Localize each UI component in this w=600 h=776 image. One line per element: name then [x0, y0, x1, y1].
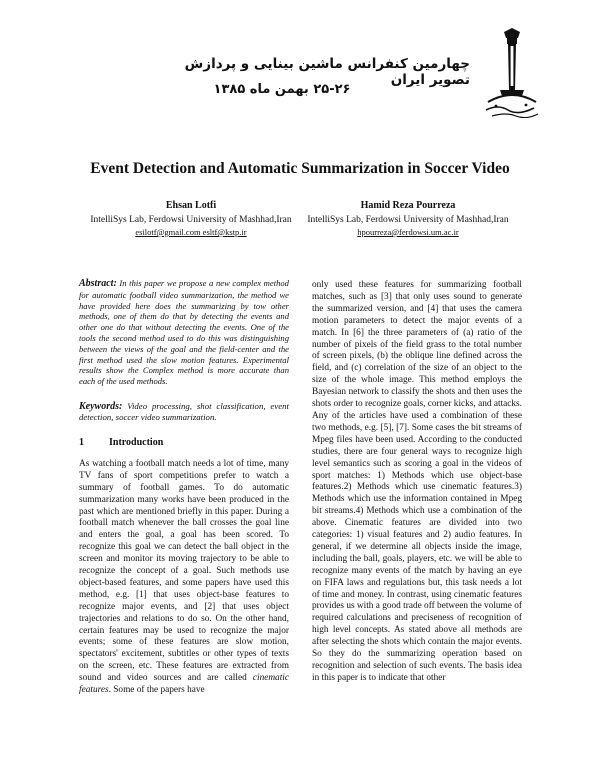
conference-date: ۲۵-۲۶ بهمن ماه ۱۳۸۵	[213, 82, 351, 97]
keywords	[79, 401, 289, 423]
author-name: Ehsan Lotfi	[165, 200, 217, 211]
author-email-link[interactable]: hpourreza@ferdowsi.um.ac.ir	[357, 227, 459, 237]
section-heading	[79, 437, 289, 449]
keywords-text: Video processing, shot classification, event detection, soccer video summarization.	[79, 400, 289, 422]
intro-emphasis: cinematic features	[79, 673, 289, 696]
conference-title: چهارمین کنفرانس ماشین بینایی و پردازش تصویر ایران	[184, 56, 470, 88]
author-name: Hamid Reza Pourreza	[360, 200, 456, 211]
intro-text: As watching a football match needs a lot of time, many TV fans of sport competitions prefer to watch a summary of football games. To do automatic summarization many works have been produced in the past which are mentioned briefly in this paper. During a football match whenever the ball crosses the goal line and enters the goal, a goal has been scored. To recognize this goal we can detect the ball object in the screen and monitor its moving trajectory to be able to recognize the concept of a goal. Such methods use object-based features, and some papers have used this method, e.g. [1] that uses object-base features to recognize major events, and [2] that uses object trajectories and relations to do so. On the other hand, certain features may be used to recognize the major events; some of these features are slow motion, spectators' excitement, subtitles or other types of texts on the screen, etc. These features are extracted from sound and video sources and are called	[79, 458, 289, 684]
right-column	[312, 280, 522, 685]
intro-paragraph	[79, 459, 289, 697]
author-block-1	[76, 200, 306, 238]
author-affiliation: IntelliSys Lab, Ferdowsi University of Mashhad,Iran	[90, 215, 292, 225]
section-title: Introduction	[109, 436, 164, 448]
section-number: 1	[79, 436, 84, 448]
author-email-link[interactable]: esilotf@gmail.com esltf@kstp.ir	[135, 227, 247, 237]
keywords-label: Keywords:	[79, 400, 123, 412]
left-column	[79, 278, 289, 697]
body-paragraph: only used these features for summarizing football matches, such as [3] that only uses sound to generate the summarized version, and [4] that uses the camera motion parameters to detect the major events of a match. In [6] the three parameters of (a) ratio of the number of pixels of the field grass to the total number of screen pixels, (b) the oblique line defined across the field, and (c) correlation of the size of an object to the size of the whole image. This method employs the Bayesian network to classify the shots and then uses the shots order to recognize goals, corner kicks, and attacks. Any of the articles have used a combination of these two methods, e.g. [5], [7]. Some cases the bit streams of Mpeg files have been used. According to the conducted studies, there are four general ways to recognize high level semantics such as scoring a goal in the videos of sport matches: 1) Methods which use object-base features.2) Methods which use cinematic features.3) Methods which use the information contained in Mpeg bit streams.4) Methods which use a combination of the above. Cinematic features are divided into two categories: 1) visual features and 2) audio features. In general, if we determine all objects inside the image, including the ball, goals, players, etc. we will be able to recognize many events of the match by having an eye on FIFA laws and regulations but, this task needs a lot of time and money. In contrast, using cinematic features provides us with a good trade off between the volume of required calculations and preciseness of recognition of high level concepts. As stated above all methods are after selecting the shots which contain the major events. So they do the summarizing operation based on recognition and selection of such events. The basis idea in this paper is to indicate that other	[312, 280, 522, 683]
abstract-text: In this paper we propose a new complex method for automatic football video summarization, the method we have provided here does the summarizing by tow other methods, one of them do that by detecting the events and other one do that without detecting the events. One of the tools the second method used to do this was distinguishing between the views of the goal and the field-center and the first method used the slow motion features. Experimental results show the Complex method is more accurate than each of the used methods.	[79, 278, 289, 387]
author-block-2	[293, 200, 523, 238]
intro-text-end: . Some of the papers have	[108, 685, 205, 696]
ferdowsi-university-logo-icon	[482, 28, 542, 118]
conference-header	[0, 18, 600, 118]
paper-title: Event Detection and Automatic Summarization in Soccer Video	[90, 160, 510, 177]
abstract	[79, 278, 289, 387]
author-affiliation: IntelliSys Lab, Ferdowsi University of Mashhad,Iran	[307, 215, 509, 225]
abstract-label: Abstract:	[79, 278, 117, 289]
